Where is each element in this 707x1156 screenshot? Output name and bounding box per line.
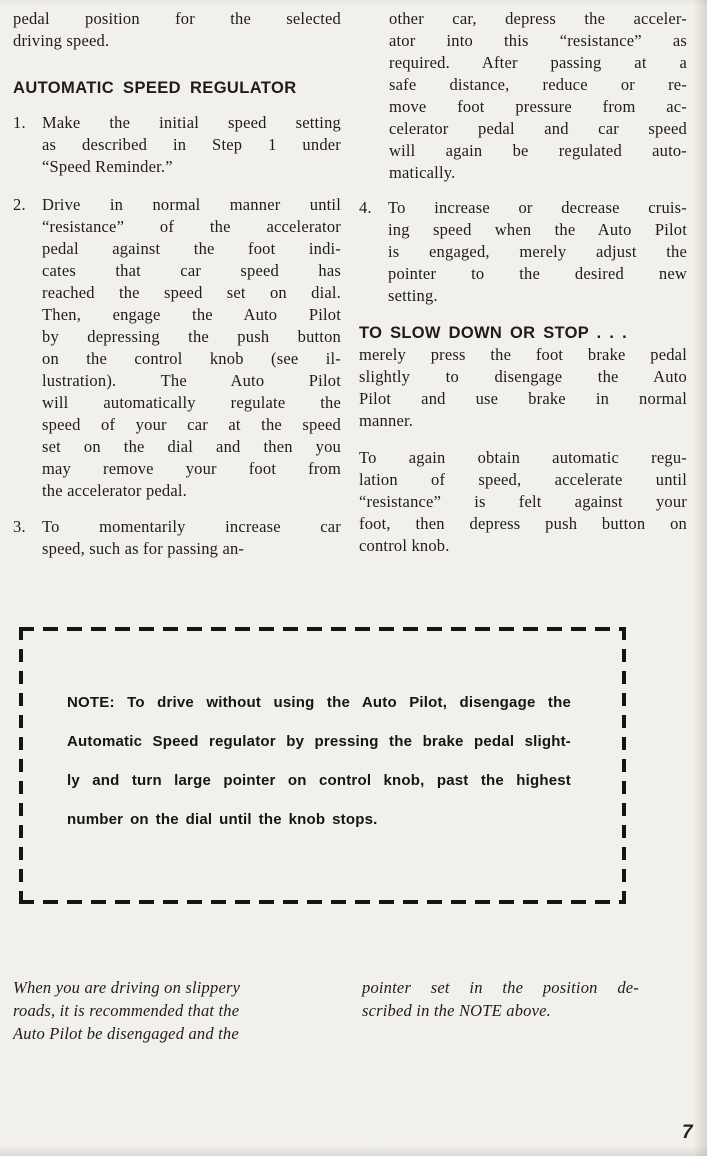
text-line: as described in Step 1 under (42, 135, 341, 154)
left-column (13, 8, 341, 560)
text-line: required. After passing at a (389, 53, 687, 72)
intro-paragraph (13, 8, 341, 52)
text-line: will again be regulated auto- (389, 141, 687, 160)
text-line: reached the speed set on dial. (42, 283, 341, 302)
section-heading-to-slow-down-or-stop: TO SLOW DOWN OR STOP . . . (359, 324, 628, 342)
note-box (19, 627, 626, 904)
text-line: slightly to disengage the Auto (359, 367, 687, 386)
text-line: To again obtain automatic regu- (359, 448, 687, 467)
list-item-number: 1. (13, 113, 26, 132)
text-line: lation of speed, accelerate until (359, 470, 687, 489)
text-line: roads, it is recommended that the (13, 1001, 240, 1020)
text-line: ly and turn large pointer on control knob, past the highest (67, 772, 571, 789)
text-line: scribed in the NOTE above. (362, 1001, 551, 1020)
page-number: 7 (682, 1122, 693, 1143)
text-line: Automatic Speed regulator by pressing the brake pedal slight- (67, 733, 571, 750)
text-line: “Speed Reminder.” (42, 157, 173, 176)
text-line: pointer to the desired new (388, 264, 687, 283)
list-item-text (42, 112, 341, 178)
text-line: lustration). The Auto Pilot (42, 371, 341, 390)
text-line: Make the initial speed setting (42, 113, 341, 132)
note-box-border-top (19, 627, 626, 631)
list-item-text (42, 194, 341, 502)
text-line: setting. (388, 286, 438, 305)
note-box-border-bottom (19, 900, 626, 904)
text-line: foot, then depress push button on (359, 514, 687, 533)
text-line: driving speed. (13, 31, 110, 50)
text-line: is engaged, merely adjust the (388, 242, 687, 261)
section-heading-automatic-speed-regulator: AUTOMATIC SPEED REGULATOR (13, 79, 297, 97)
list-item-1 (13, 112, 341, 178)
note-box-border-left (19, 627, 23, 904)
list-item-text (388, 197, 687, 307)
text-line: other car, depress the acceler- (389, 9, 687, 28)
text-line: matically. (389, 163, 456, 182)
text-line: cates that car speed has (42, 261, 341, 280)
list-item-number: 2. (13, 195, 26, 214)
continuation-paragraph (389, 8, 687, 184)
text-line: ator into this “resistance” as (389, 31, 687, 50)
text-line: “resistance” is felt against your (359, 492, 687, 511)
list-item-number: 4. (359, 198, 372, 217)
text-line: Auto Pilot be disengaged and the (13, 1024, 239, 1043)
text-line: pedal against the foot indi- (42, 239, 341, 258)
text-line: number on the dial until the knob stops. (67, 811, 378, 828)
text-line: control knob. (359, 536, 450, 555)
text-line: ing speed when the Auto Pilot (388, 220, 687, 239)
text-line: pointer set in the position de- (362, 978, 639, 997)
list-item-2 (13, 194, 341, 502)
text-line: on the control knob (see il- (42, 349, 341, 368)
text-line: manner. (359, 411, 414, 430)
note-box-border-right (622, 627, 626, 904)
slow-down-paragraph (359, 344, 687, 432)
list-item-4 (359, 197, 687, 307)
text-line: merely press the foot brake pedal (359, 345, 687, 364)
text-line: When you are driving on slippery (13, 978, 241, 997)
text-line: by depressing the push button (42, 327, 341, 346)
text-line: may remove your foot from (42, 459, 341, 478)
footer-italic-left (13, 976, 343, 1045)
text-line: speed of your car at the speed (42, 415, 341, 434)
note-text (67, 683, 571, 839)
text-line: safe distance, reduce or re- (389, 75, 687, 94)
right-column (359, 8, 687, 557)
text-line: NOTE: To drive without using the Auto Pilot, disengage the (67, 694, 571, 711)
text-line: “resistance” of the accelerator (42, 217, 341, 236)
text-line: Pilot and use brake in normal (359, 389, 687, 408)
text-line: celerator pedal and car speed (389, 119, 687, 138)
text-line: move foot pressure from ac- (389, 97, 687, 116)
text-line: set on the dial and then you (42, 437, 341, 456)
footer-italic-right (362, 976, 639, 1022)
text-line: Drive in normal manner until (42, 195, 341, 214)
text-line: will automatically regulate the (42, 393, 341, 412)
list-item-number: 3. (13, 517, 26, 536)
list-item-text (42, 516, 341, 560)
list-item-3 (13, 516, 341, 560)
text-line: To increase or decrease cruis- (388, 198, 687, 217)
text-line: Then, engage the Auto Pilot (42, 305, 341, 324)
text-line: speed, such as for passing an- (42, 539, 245, 558)
text-line: pedal position for the selected (13, 9, 341, 28)
resume-regulation-paragraph (359, 447, 687, 557)
text-line: To momentarily increase car (42, 517, 341, 536)
text-line: the accelerator pedal. (42, 481, 188, 500)
